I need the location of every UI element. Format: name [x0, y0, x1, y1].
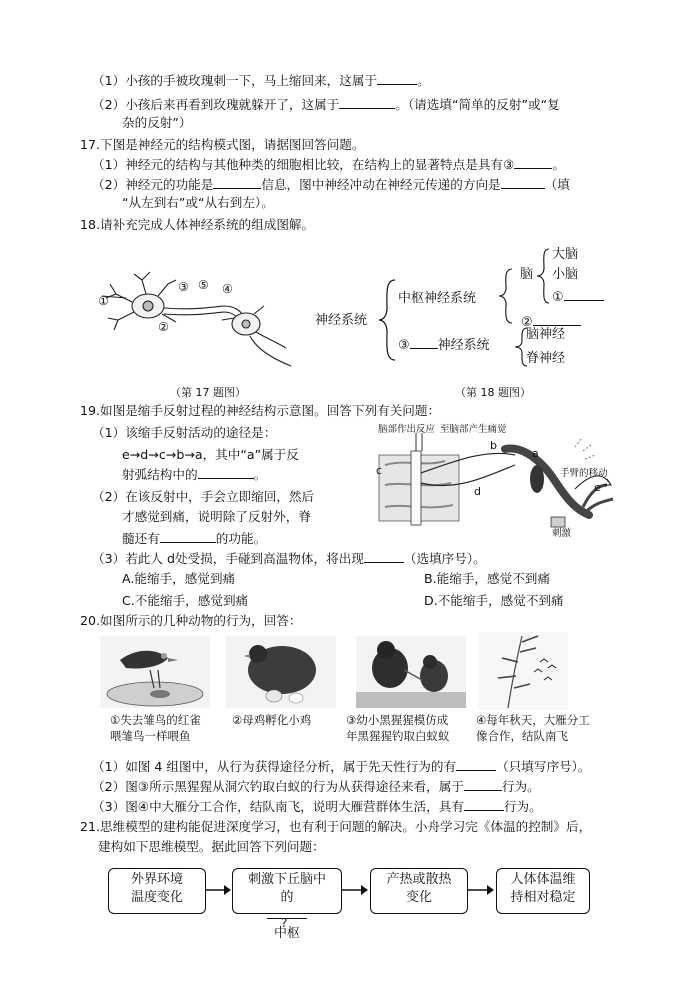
q17-sub2-cont: “从左到右”或“从右到左）。 — [122, 195, 274, 210]
caption-photo-3b: 年黑猩猩钓取白蚁蚁 — [346, 729, 450, 743]
q17-sub2-mid: 信息，图中神经冲动在神经元传递的方向是 — [261, 177, 501, 192]
flow-arrow-3 — [466, 882, 498, 898]
q19-sub2: （2）在该反射中，手会立即缩回，然后 — [92, 489, 315, 504]
tree-spinal: 脊神经 — [526, 351, 566, 366]
q20-sub3-end: 行为。 — [503, 799, 542, 814]
flow-box-environment-line2: 温度变化 — [130, 890, 183, 905]
q20-sub3-text: （3）图④中大雁分工合作，结队南飞，说明大雁营群体生活，具有 — [92, 799, 464, 814]
answer-blank[interactable] — [213, 176, 261, 189]
flow-box-stable-line1: 人体体温维 — [510, 872, 576, 887]
q19-option-a[interactable]: A.能缩手，感觉到痛 — [122, 571, 236, 586]
q20-sub2-end: 行为。 — [501, 779, 540, 794]
answer-blank[interactable] — [464, 798, 504, 811]
tree-blank1 — [552, 288, 604, 307]
tree-peripheral — [398, 336, 490, 355]
flow-box-stable-line2: 持相对稳定 — [510, 890, 576, 905]
flow-box-hypothalamus-pre: 的 — [280, 890, 294, 905]
neuron-label-2: ② — [158, 320, 169, 334]
tree-root: 神经系统 — [315, 313, 368, 328]
q16-sub2 — [92, 96, 560, 114]
flow-box-stable — [496, 868, 590, 914]
caption-photo-3a: ③幼小黑猩猩模仿成 — [346, 713, 449, 727]
caption-fig18: （第 18 题图） — [455, 386, 531, 399]
brace-central — [494, 266, 520, 326]
q20-sub3 — [92, 798, 542, 816]
question-mark: ? — [281, 916, 288, 930]
photo-chimpanzee — [356, 636, 466, 708]
neuron-label-5: ⑤ — [198, 278, 209, 292]
photo-geese — [478, 632, 568, 710]
answer-blank[interactable] — [564, 288, 604, 301]
answer-blank[interactable] — [464, 778, 502, 791]
flow-arrow-1 — [204, 882, 234, 898]
q20-sub1-end: （只填写序号）。 — [496, 759, 591, 774]
neuron-label-3: ③ — [178, 280, 189, 294]
tree-brain: 脑 — [520, 267, 534, 282]
tree-blank1-label: ① — [552, 290, 564, 305]
flow-box-hypothalamus-line2 — [233, 889, 341, 943]
caption-photo-2: ②母鸡孵化小鸡 — [232, 713, 312, 727]
answer-blank[interactable] — [533, 313, 581, 326]
q17-sub2-end: （填 — [544, 177, 570, 192]
flow-box-environment — [108, 868, 206, 914]
q21-title-cont: 建构如下思维模型。据此回答下列问题： — [98, 839, 325, 854]
q20-sub1-text: （1）如图 4 组图中，从行为获得途径分析，属于先天性行为的有 — [92, 759, 457, 774]
reflex-label-arm-move: 手臂的移动 — [560, 468, 608, 479]
answer-blank[interactable] — [514, 156, 552, 169]
tree-central: 中枢神经系统 — [398, 291, 477, 306]
q19-title: 19.如图是缩手反射过程的神经结构示意图。回答下列有关问题： — [80, 403, 441, 418]
flow-box-hypothalamus-line1: 刺激下丘脑中 — [247, 872, 326, 887]
answer-blank[interactable] — [160, 530, 216, 543]
tree-peripheral-text: 神经系统 — [437, 338, 490, 353]
q16-sub1-end: 。 — [417, 73, 430, 88]
reflex-label-brain-response: 脑部作出反应 — [378, 424, 436, 435]
q19-sub2-c — [122, 530, 266, 548]
q16-sub2-cont: 杂的反射”） — [122, 115, 192, 130]
photo-cardinal — [100, 636, 210, 708]
answer-blank[interactable] — [410, 336, 438, 349]
reflex-letter-d: d — [474, 485, 481, 498]
tree-peripheral-prefix: ③ — [398, 338, 410, 353]
q21-title: 21.思维模型的建构能促进深度学习，也有利于问题的解决。小舟学习完《体温的控制》后， — [80, 819, 592, 834]
photo-hen — [226, 636, 336, 708]
q20-sub2-text: （2）图③所示黑猩猩从洞穴钓取白蚁的行为从获得途径来看，属于 — [92, 779, 464, 794]
caption-photo-1a: ①失去雏鸟的红雀 — [110, 713, 201, 727]
caption-fig17: （第 17 题图） — [170, 386, 246, 399]
reflex-letter-e: e — [594, 481, 601, 494]
q19-option-d[interactable]: D.不能缩手，感觉不到痛 — [424, 593, 564, 608]
reflex-letter-c: c — [376, 464, 383, 477]
q19-sub2-b: 才感觉到痛，说明除了反射外，脊 — [122, 509, 311, 524]
answer-blank[interactable] — [456, 758, 496, 771]
q17-sub1-text: （1）神经元的结构与其他种类的细胞相比较，在结构上的显著特点是具有③ — [92, 157, 515, 172]
q19-sub1-cont — [122, 466, 266, 484]
q20-sub1 — [92, 758, 591, 776]
q17-sub1-end: 。 — [552, 157, 565, 172]
q16-sub1-text: （1）小孩的手被玫瑰刺一下，马上缩回来，这属于 — [92, 73, 378, 88]
answer-blank[interactable] — [198, 466, 254, 479]
flow-box-hypothalamus-post: 中枢 — [273, 926, 300, 941]
q16-sub2-text: （2）小孩后来再看到玫瑰就躲开了，这属于 — [92, 97, 340, 112]
q19-option-b[interactable]: B.能缩手，感觉不到痛 — [424, 571, 550, 586]
caption-photo-4a: ④每年秋天，大雁分工 — [476, 713, 590, 727]
q17-sub2 — [92, 176, 570, 194]
reflex-letter-a: a — [532, 447, 539, 460]
q19-option-c[interactable]: C.不能缩手，感觉到痛 — [122, 593, 249, 608]
flow-box-heat-line2: 变化 — [405, 890, 432, 905]
tree-cerebellum: 小脑 — [552, 267, 579, 282]
q19-sub1-cont-text: 射弧结构中的 — [122, 467, 198, 482]
neuron-label-1: ① — [98, 294, 109, 308]
q19-sub1-path: e→d→c→b→a，其中“a”属于反 — [122, 447, 299, 462]
flow-box-heat-line1: 产热或散热 — [386, 872, 452, 887]
q17-title: 17.下图是神经元的结构模式图，请据图回答问题。 — [80, 137, 365, 152]
flow-box-heat — [370, 868, 468, 914]
q20-sub2 — [92, 778, 540, 796]
flow-box-hypothalamus — [232, 868, 342, 941]
tree-cerebrum: 大脑 — [552, 247, 579, 262]
answer-blank[interactable] — [267, 916, 307, 930]
q19-sub2-c-text: 髓还有 — [122, 531, 160, 546]
answer-blank[interactable] — [339, 96, 395, 109]
reflex-label-pain: 至脑部产生痛觉 — [440, 424, 507, 435]
flow-box-environment-line1: 外界环境 — [130, 872, 183, 887]
q19-sub3 — [92, 550, 486, 568]
brace-brain — [534, 246, 554, 306]
q19-sub3-text: （3）若此人 d处受损，手碰到高温物体，将出现 — [92, 551, 364, 566]
answer-blank[interactable] — [377, 72, 417, 85]
neuron-label-4: ④ — [222, 282, 233, 296]
tree-blank2-label: ② — [521, 315, 533, 330]
q19-sub3-end: （选填序号）。 — [403, 551, 486, 566]
caption-photo-1b: 喂雏鸟一样喂鱼 — [110, 729, 191, 743]
q20-title: 20.如图所示的几种动物的行为，回答： — [80, 613, 302, 628]
reflex-label-stimulus: 刺激 — [552, 528, 572, 539]
q18-title: 18.请补充完成人体神经系统的组成图解。 — [80, 217, 315, 232]
tree-cranial: 脑神经 — [526, 327, 566, 342]
reflex-letter-b: b — [490, 439, 497, 452]
q19-sub2-end: 的功能。 — [215, 531, 267, 546]
reflex-arc-diagram — [375, 425, 620, 543]
q17-sub1 — [92, 156, 565, 174]
q16-sub1 — [92, 72, 430, 90]
q19-sub1-end: 。 — [253, 467, 267, 482]
q17-sub2-text: （2）神经元的功能是 — [92, 177, 214, 192]
answer-blank[interactable] — [364, 550, 404, 563]
answer-blank[interactable] — [501, 176, 545, 189]
q19-sub1: （1）该缩手反射活动的途径是： — [92, 425, 277, 440]
q16-sub2-end: 。（请选填“简单的反射”或“复 — [395, 97, 560, 112]
caption-photo-4b: 像合作，结队南飞 — [476, 729, 568, 743]
flow-arrow-2 — [340, 882, 372, 898]
